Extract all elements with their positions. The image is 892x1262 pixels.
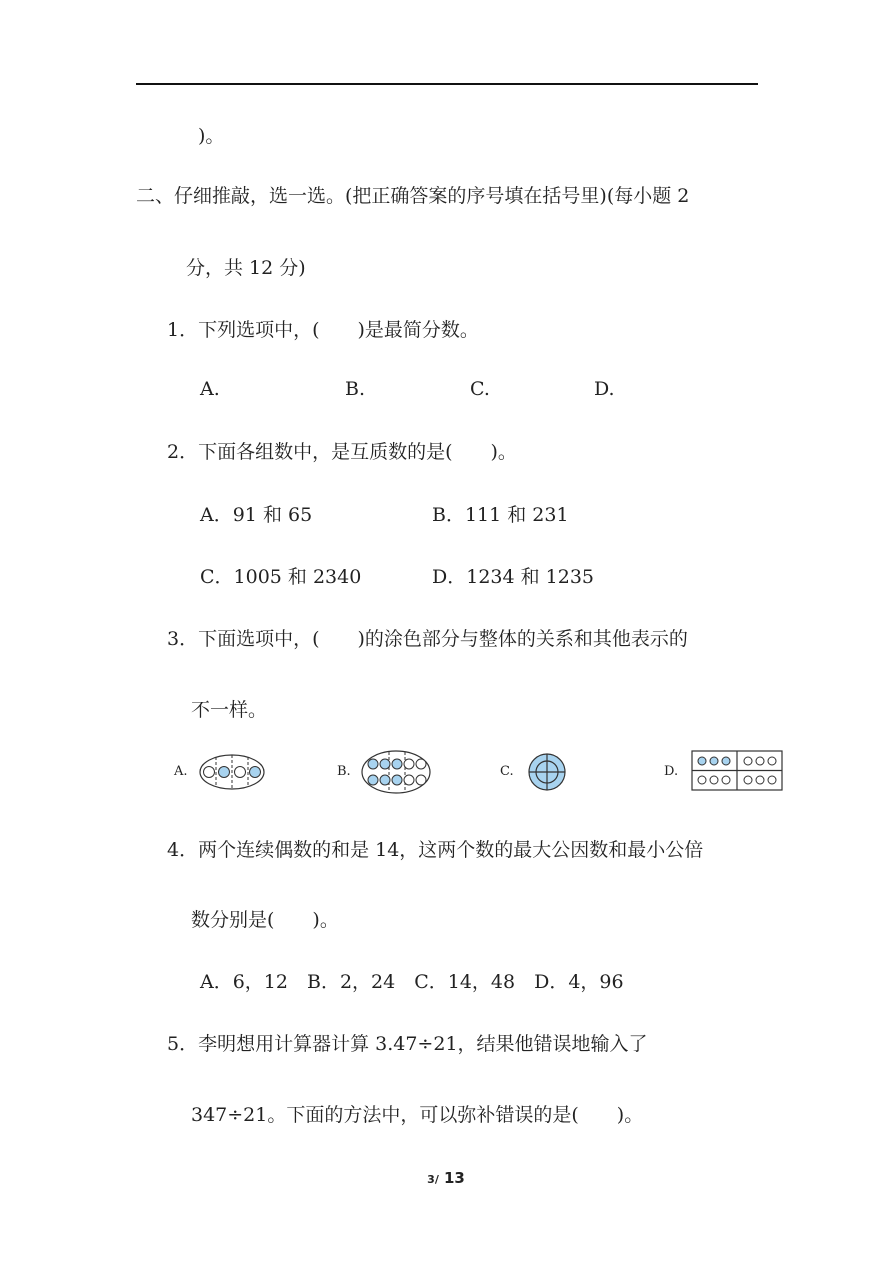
- header-rule: [136, 83, 758, 85]
- q3-figure-d-label: D.: [664, 764, 679, 779]
- q3-figure-d-grid: [691, 750, 784, 792]
- q2-option-b: B．111 和 231: [432, 504, 569, 526]
- previous-question-tail: )。: [198, 125, 225, 147]
- q3-stem-cont: 不一样。: [191, 699, 268, 721]
- page-number: [0, 1170, 892, 1186]
- q1-option-c: C.: [470, 378, 490, 400]
- q5-stem: 5．李明想用计算器计算 3.47÷21，结果他错误地输入了: [167, 1033, 648, 1055]
- q2-stem: 2．下面各组数中，是互质数的是( )。: [167, 441, 517, 463]
- q1-option-b: B.: [345, 378, 366, 400]
- section-heading-cont: 分，共 12 分): [186, 257, 306, 279]
- q4-stem-cont: 数分别是( )。: [191, 909, 339, 931]
- page-total: 13: [443, 1169, 465, 1187]
- q1-option-a: A.: [200, 378, 220, 400]
- q4-options: A．6，12 B．2，24 C．14，48 D．4，96: [200, 971, 624, 993]
- q5-stem-cont: 347÷21。下面的方法中，可以弥补错误的是( )。: [191, 1104, 644, 1126]
- q1-stem: 1．下列选项中，( )是最简分数。: [167, 319, 479, 341]
- q3-figure-a-label: A.: [174, 764, 188, 779]
- q3-figure-b-ellipse-dots: [361, 749, 433, 795]
- q4-stem: 4．两个连续偶数的和是 14，这两个数的最大公因数和最小公倍: [167, 839, 704, 861]
- q3-figure-b-label: B.: [337, 764, 351, 779]
- q1-option-d: D.: [594, 378, 615, 400]
- q3-figure-c-label: C.: [500, 764, 514, 779]
- q3-stem: 3．下面选项中，( )的涂色部分与整体的关系和其他表示的: [167, 628, 688, 650]
- section-heading: 二、仔细推敲，选一选。(把正确答案的序号填在括号里)(每小题 2: [136, 185, 690, 207]
- page-current: 3/: [427, 1173, 439, 1186]
- q3-figure-a-ellipse-dots: [199, 752, 267, 792]
- q2-option-a: A．91 和 65: [200, 504, 313, 526]
- q2-option-c: C．1005 和 2340: [200, 566, 362, 588]
- q3-figure-c-circles: [527, 752, 567, 792]
- q2-option-d: D．1234 和 1235: [432, 566, 595, 588]
